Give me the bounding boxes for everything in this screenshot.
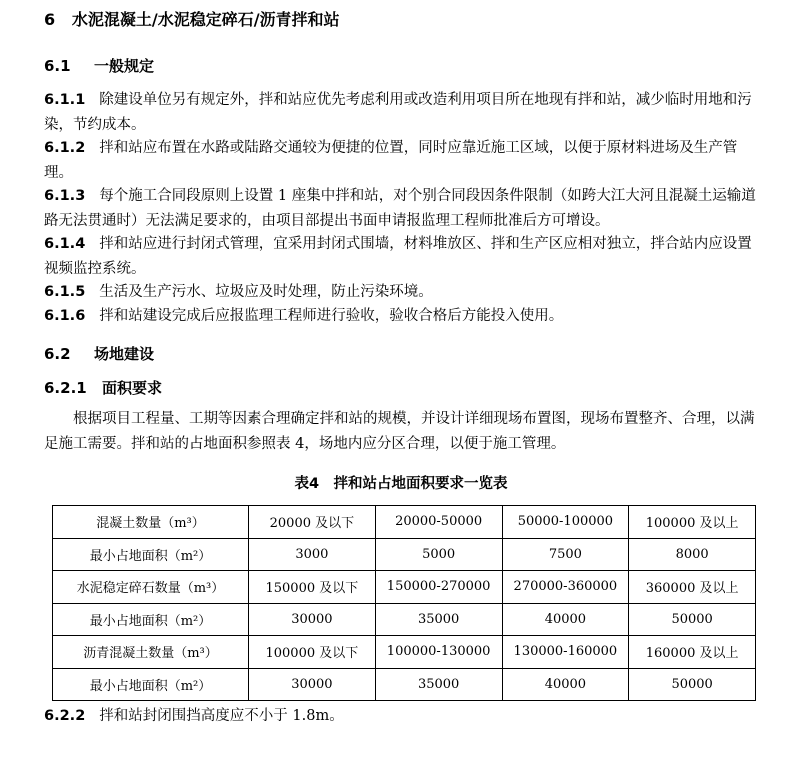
rule-text: 拌和站应布置在水路或陆路交通较为便捷的位置，同时应靠近施工区域，以便于原材料进场及生产管理。 bbox=[44, 140, 738, 181]
table-cell: 270000-360000 bbox=[502, 571, 629, 604]
table-cell: 100000 及以下 bbox=[249, 636, 376, 669]
table-row bbox=[53, 571, 756, 604]
table-cell: 35000 bbox=[375, 603, 502, 636]
table-cell: 35000 bbox=[375, 668, 502, 701]
subsection-number: 6.1 bbox=[44, 57, 71, 75]
table-cell: 7500 bbox=[502, 538, 629, 571]
table-row-header: 最小占地面积（m²） bbox=[53, 603, 249, 636]
table-cell: 5000 bbox=[375, 538, 502, 571]
table-caption: 表4 拌和站占地面积要求一览表 bbox=[294, 476, 508, 492]
table-cell: 20000-50000 bbox=[375, 506, 502, 539]
table-cell: 8000 bbox=[629, 538, 756, 571]
table-cell: 50000 bbox=[629, 603, 756, 636]
rule-number: 6.1.4 bbox=[44, 236, 86, 252]
subsection-number: 6.2 bbox=[44, 345, 71, 363]
rule-text: 拌和站建设完成后应报监理工程师进行验收，验收合格后方能投入使用。 bbox=[99, 308, 564, 324]
subsection-number: 6.2.1 bbox=[44, 379, 87, 397]
area-requirement-table bbox=[52, 505, 756, 701]
table-cell: 100000-130000 bbox=[375, 636, 502, 669]
table-cell: 40000 bbox=[502, 603, 629, 636]
table-cell: 100000 及以上 bbox=[629, 506, 756, 539]
table-cell: 30000 bbox=[249, 668, 376, 701]
section-title: 水泥混凝土/水泥稳定碎石/沥青拌和站 bbox=[71, 10, 340, 29]
table-row bbox=[53, 603, 756, 636]
table-cell: 160000 及以上 bbox=[629, 636, 756, 669]
rule-number: 6.1.5 bbox=[44, 284, 86, 300]
area-paragraph: 根据项目工程量、工期等因素合理确定拌和站的规模，并设计详细现场布置图，现场布置整齐、合理，以满足施工需要。拌和站的占地面积参照表 4，场地内应分区合理，以便于施工管理。 bbox=[44, 411, 755, 452]
subsection-title: 场地建设 bbox=[94, 345, 155, 363]
table-row bbox=[53, 636, 756, 669]
table-cell: 150000-270000 bbox=[375, 571, 502, 604]
table-cell: 30000 bbox=[249, 603, 376, 636]
rule-6-1-3 bbox=[44, 184, 764, 234]
rule-number: 6.1.1 bbox=[44, 92, 86, 108]
rule-number: 6.1.6 bbox=[44, 308, 86, 324]
table-row-header: 水泥稳定碎石数量（m³） bbox=[53, 571, 249, 604]
table-row-header: 最小占地面积（m²） bbox=[53, 538, 249, 571]
subsection-heading-6-2-1 bbox=[44, 377, 162, 398]
rule-6-1-6 bbox=[44, 304, 764, 329]
table-cell: 130000-160000 bbox=[502, 636, 629, 669]
table-cell: 150000 及以下 bbox=[249, 571, 376, 604]
table-row-header: 混凝土数量（m³） bbox=[53, 506, 249, 539]
section-heading bbox=[44, 7, 340, 30]
table-cell: 360000 及以上 bbox=[629, 571, 756, 604]
rule-number: 6.1.2 bbox=[44, 140, 86, 156]
table-row bbox=[53, 506, 756, 539]
rule-6-1-5 bbox=[44, 280, 764, 305]
table-cell: 20000 及以下 bbox=[249, 506, 376, 539]
table-cell: 40000 bbox=[502, 668, 629, 701]
subsection-title: 面积要求 bbox=[102, 379, 163, 397]
rule-text: 拌和站封闭围挡高度应不小于 1.8m。 bbox=[99, 708, 344, 724]
table-row-header: 沥青混凝土数量（m³） bbox=[53, 636, 249, 669]
table-cell: 50000 bbox=[629, 668, 756, 701]
table-cell: 50000-100000 bbox=[502, 506, 629, 539]
table-row bbox=[53, 538, 756, 571]
rule-number: 6.2.2 bbox=[44, 708, 86, 724]
subsection-heading-6-2 bbox=[44, 343, 154, 364]
rule-6-1-4 bbox=[44, 232, 764, 282]
rule-text: 拌和站应进行封闭式管理，宜采用封闭式围墙，材料堆放区、拌和生产区应相对独立，拌合站内应设置视频监控系统。 bbox=[44, 236, 752, 277]
table-cell: 3000 bbox=[249, 538, 376, 571]
subsection-heading-6-1 bbox=[44, 55, 154, 76]
table-row bbox=[53, 668, 756, 701]
table-row-header: 最小占地面积（m²） bbox=[53, 668, 249, 701]
section-number: 6 bbox=[44, 10, 56, 29]
rule-text: 除建设单位另有规定外，拌和站应优先考虑利用或改造利用项目所在地现有拌和站，减少临时用地和污染，节约成本。 bbox=[44, 92, 752, 133]
subsection-title: 一般规定 bbox=[94, 57, 155, 75]
rule-6-1-1 bbox=[44, 88, 764, 138]
rule-text: 每个施工合同段原则上设置 1 座集中拌和站，对个别合同段因条件限制（如跨大江大河且混凝土运输道路无法贯通时）无法满足要求的，由项目部提出书面申请报监理工程师批准后方可增设。 bbox=[44, 188, 756, 229]
rule-text: 生活及生产污水、垃圾应及时处理，防止污染环境。 bbox=[99, 284, 433, 300]
rule-6-1-2 bbox=[44, 136, 764, 186]
rule-6-2-2 bbox=[44, 704, 344, 725]
rule-number: 6.1.3 bbox=[44, 188, 86, 204]
